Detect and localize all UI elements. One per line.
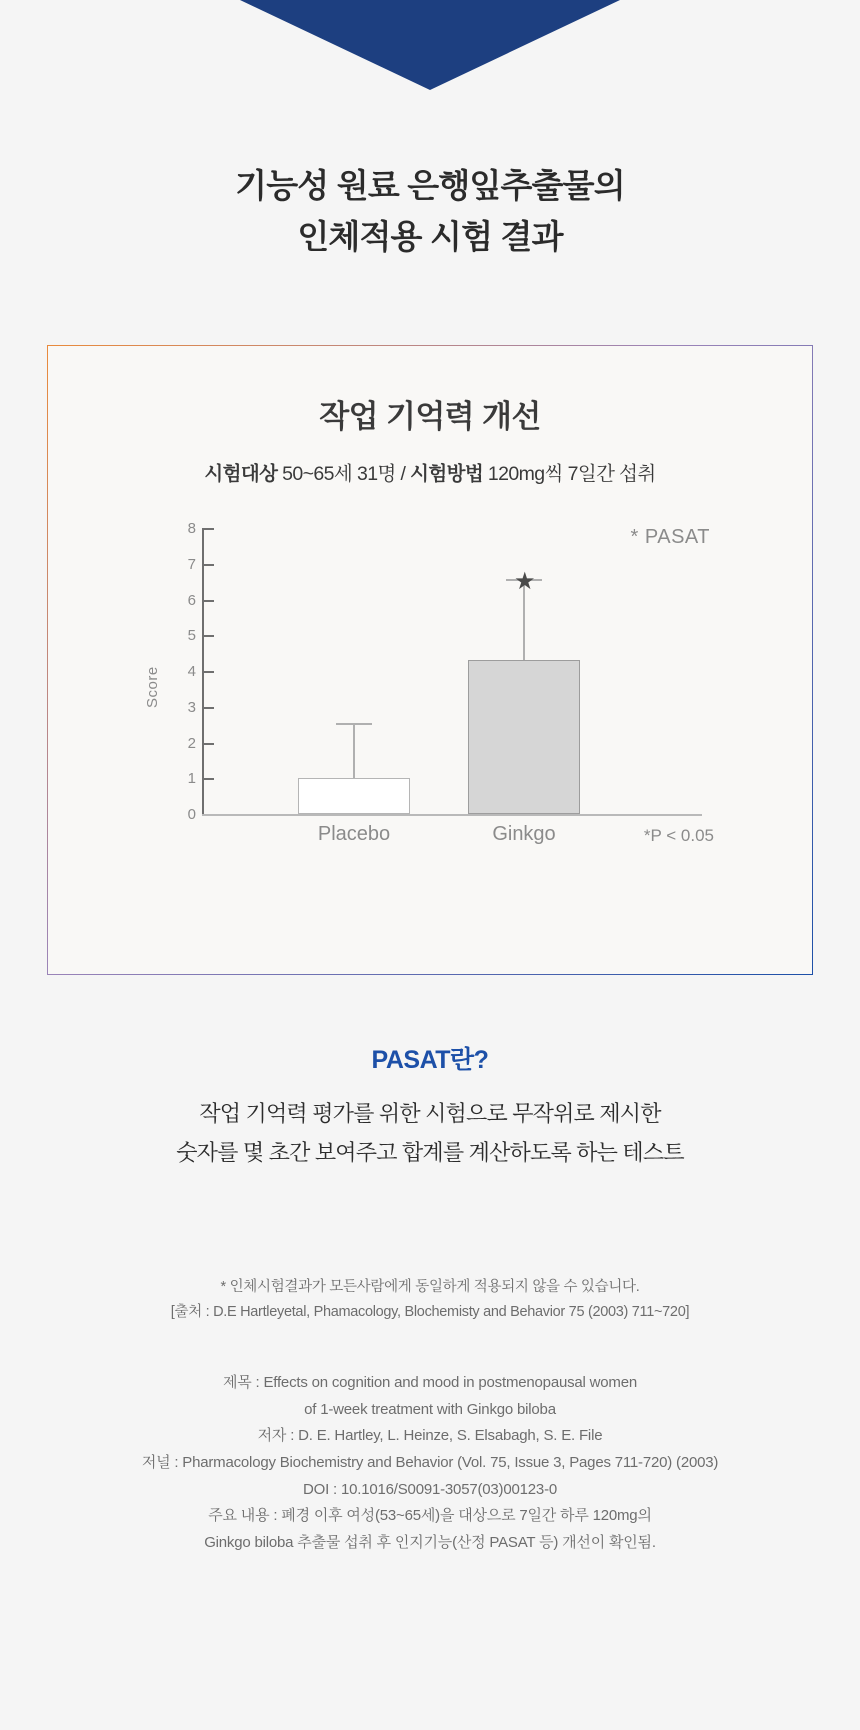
y-tick-label-4: 4 — [187, 663, 196, 680]
significance-star-icon: ★ — [514, 568, 536, 595]
pasat-description-line-1: 작업 기억력 평가를 위한 시험으로 무작위로 제시한 — [199, 1101, 661, 1126]
reference-line-5: DOI : 10.1016/S0091-3057(03)00123-0 — [302, 1480, 558, 1498]
bar-placebo — [298, 778, 410, 814]
y-tick-label-1: 1 — [187, 770, 196, 788]
chart-card — [47, 345, 813, 975]
y-tick-1 — [204, 778, 214, 780]
top-banner-arrow — [0, 0, 860, 90]
page-title-line-2: 인체적용 시험 결과 — [297, 218, 563, 256]
disclaimer-line-2: [출처 : D.E Hartleyetal, Phamacology, Blochemisty and Behavior 75 (2003) 711~720] — [170, 1303, 690, 1320]
reference-line-6: 주요 내용 : 폐경 이후 여성(53~65세)을 대상으로 7일간 하루 120mg의 — [208, 1507, 652, 1525]
reference-line-4: 저널 : Pharmacology Biochemistry and Behavior (Vol. 75, Issue 3, Pages 711-720) (2003) — [141, 1454, 719, 1472]
error-cap-placebo — [336, 723, 372, 725]
chart-subtitle — [48, 458, 812, 486]
y-tick-label-0: 0 — [187, 806, 196, 823]
pasat-description-line-2: 숫자를 몇 초간 보여주고 합계를 계산하도록 하는 테스트 — [176, 1139, 684, 1165]
bar-ginkgo — [468, 660, 580, 814]
y-tick-8 — [204, 528, 214, 530]
y-tick-label-6: 6 — [187, 591, 196, 609]
x-tick-label-ginkgo: Ginkgo — [492, 823, 556, 845]
page-title — [0, 160, 860, 262]
y-tick-3 — [204, 707, 214, 709]
y-tick-label-2: 2 — [187, 734, 196, 752]
error-bar-placebo — [353, 725, 355, 778]
pasat-description — [0, 1095, 860, 1172]
y-tick-6 — [204, 600, 214, 602]
reference-block — [0, 1370, 860, 1557]
subject-label: 시험대상 — [204, 463, 278, 485]
pasat-heading: PASAT란? — [371, 1046, 489, 1074]
x-axis-line — [202, 814, 702, 816]
reference-line-1: 제목 : Effects on cognition and mood in postmenopausal women — [222, 1374, 638, 1391]
chart-title: 작업 기억력 개선 — [319, 399, 541, 434]
y-tick-label-5: 5 — [187, 627, 196, 645]
y-tick-4 — [204, 671, 214, 673]
pvalue-annotation: *P < 0.05 — [643, 826, 714, 845]
x-tick-label-placebo: Placebo — [317, 823, 391, 845]
y-tick-5 — [204, 635, 214, 637]
bar-chart-plot — [144, 518, 714, 868]
page-title-line-1: 기능성 원료 은행잎추출물의 — [235, 167, 625, 204]
y-tick-label-7: 7 — [187, 555, 196, 573]
subject-value: 50~65세 31명 / — [277, 463, 411, 485]
reference-line-7: Ginkgo biloba 추출물 섭취 후 인지기능(산정 PASAT 등) 개선이 확인됨. — [204, 1534, 656, 1552]
y-tick-label-3: 3 — [187, 698, 196, 716]
pasat-annotation: * PASAT — [630, 526, 710, 548]
reference-line-2: of 1-week treatment with Ginkgo biloba — [304, 1400, 556, 1418]
disclaimer-line-1: * 인체시험결과가 모든사람에게 동일하게 적용되지 않을 수 있습니다. — [220, 1279, 640, 1295]
disclaimer-notes — [0, 1275, 860, 1324]
y-tick-2 — [204, 743, 214, 745]
y-tick-7 — [204, 564, 214, 566]
y-tick-label-8: 8 — [187, 520, 196, 537]
reference-line-3: 저자 : D. E. Hartley, L. Heinze, S. Elsabagh, S. E. File — [257, 1427, 603, 1445]
y-axis-label: Score — [144, 666, 161, 708]
method-value: 120mg씩 7일간 섭취 — [483, 463, 656, 485]
method-label: 시험방법 — [410, 463, 484, 485]
